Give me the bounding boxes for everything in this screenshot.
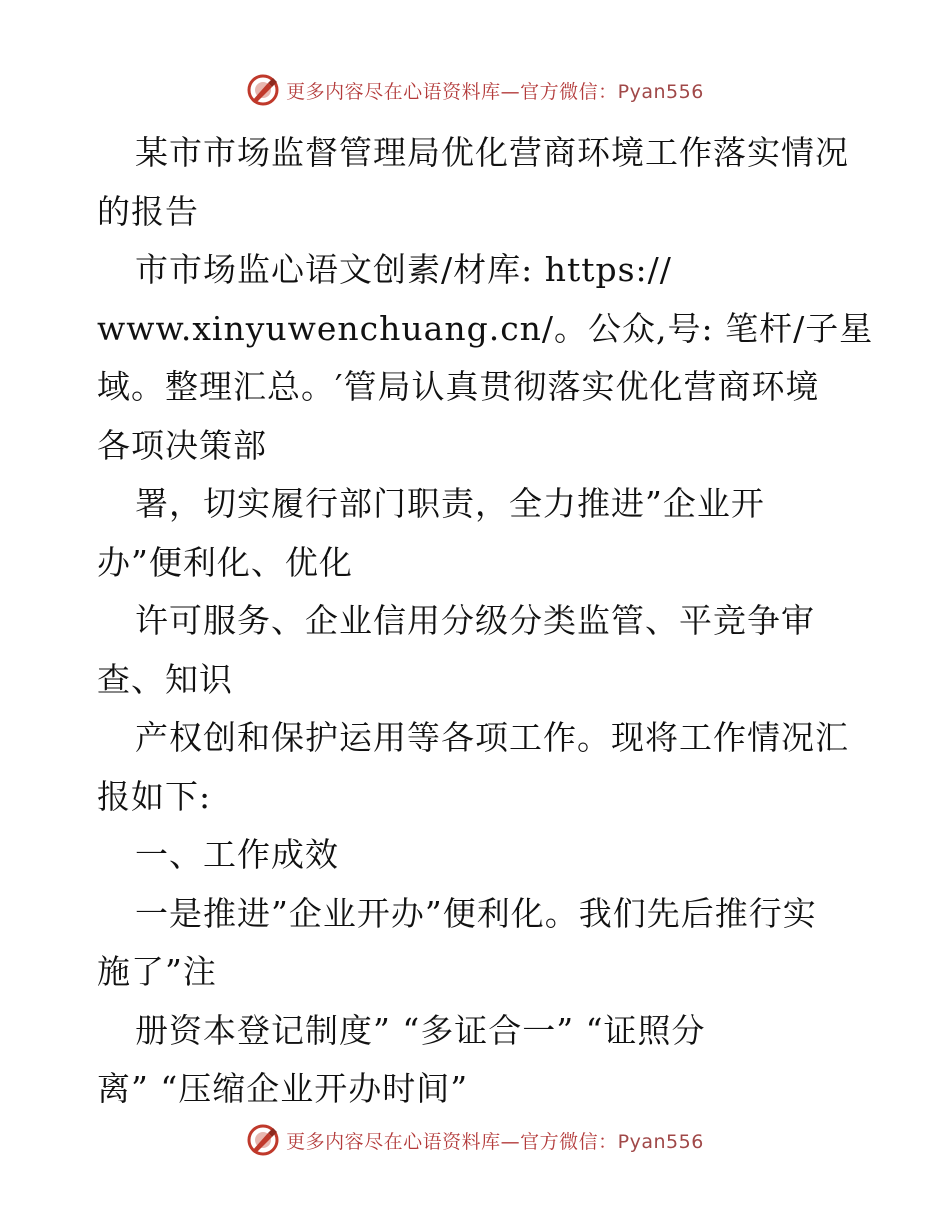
- paragraph-line: 署，切实履行部门职责，全力推进”企业开: [135, 484, 765, 523]
- title-line-1: 某市市场监督管理局优化营商环境工作落实情况: [135, 133, 849, 172]
- footer-banner: [0, 1120, 950, 1160]
- paragraph-line: 域。整理汇总。′管局认真贯彻落实优化营商环境: [97, 367, 820, 406]
- paragraph-line: 市市场监心语文创素/材库: https://: [135, 250, 672, 289]
- paragraph-line: 施了”注: [97, 952, 217, 991]
- paragraph-line: 各项决策部: [97, 425, 267, 465]
- paragraph-line: 查、知识: [97, 659, 233, 699]
- banner-label: 更多内容尽在心语资料库—官方微信：: [286, 1130, 618, 1153]
- section-heading: 一、工作成效: [135, 835, 339, 874]
- wechat-id: Pyan556: [617, 80, 704, 103]
- paragraph-line: 一是推进”企业开办”便利化。我们先后推行实: [135, 893, 817, 933]
- paragraph-line: 许可服务、企业信用分级分类监管、平竞争审: [135, 601, 815, 640]
- banner-text: [286, 1127, 704, 1154]
- document-body: [97, 124, 874, 1119]
- pen-logo-icon: [246, 73, 280, 107]
- banner-label: 更多内容尽在心语资料库—官方微信：: [286, 80, 618, 103]
- banner-text: [286, 77, 704, 104]
- pen-logo-icon: [246, 1123, 280, 1157]
- paragraph-line: 办”便利化、优化: [97, 542, 353, 582]
- paragraph-line: www.xinyuwenchuang.cn/。公众,号: 笔杆/子星: [97, 308, 874, 348]
- wechat-id: Pyan556: [617, 1130, 704, 1153]
- paragraph-line: 册资本登记制度” “多证合一” “证照分: [135, 1010, 706, 1050]
- paragraph-line: 报如下:: [97, 776, 212, 816]
- paragraph-line: 产权创和保护运用等各项工作。现将工作情况汇: [135, 718, 849, 757]
- header-banner: [0, 70, 950, 110]
- paragraph-line: 离” “压缩企业开办时间”: [97, 1069, 469, 1108]
- title-line-2: 的报告: [97, 191, 199, 231]
